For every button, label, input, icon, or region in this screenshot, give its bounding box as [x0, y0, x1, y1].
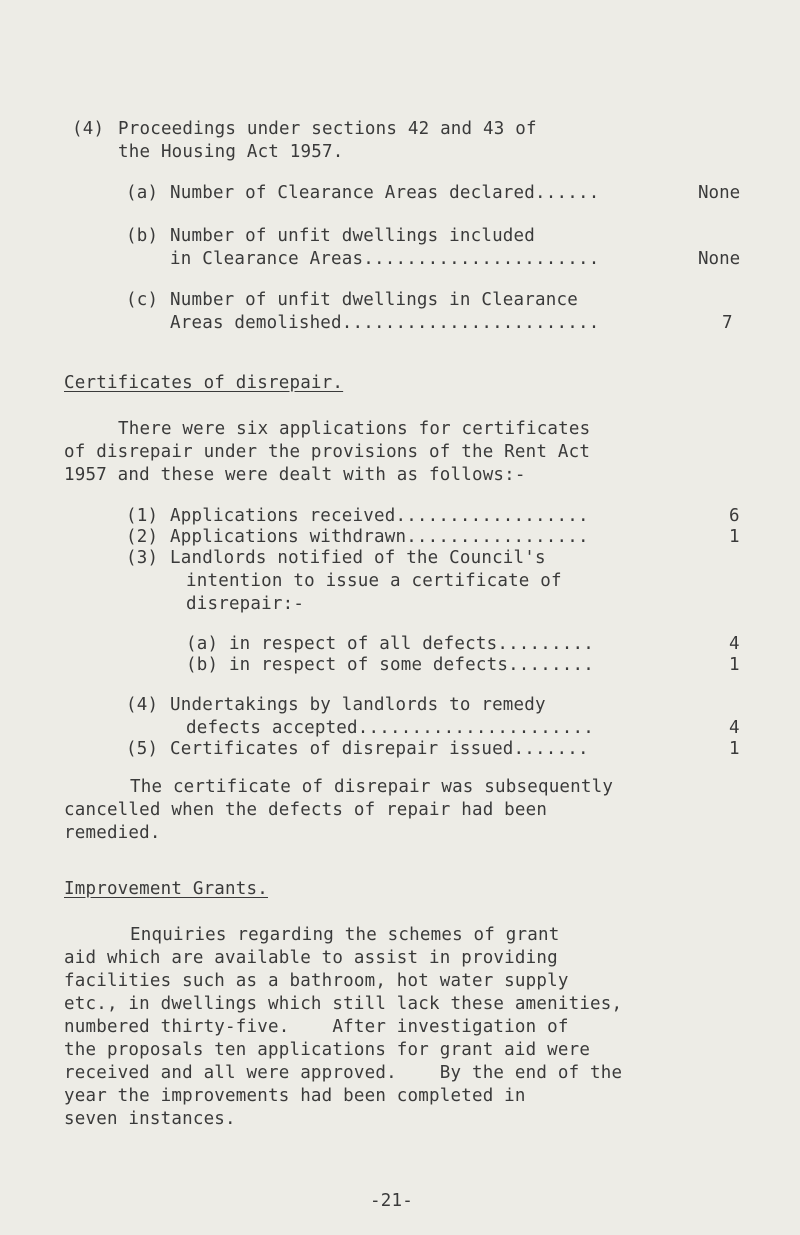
item-1-number: (1)	[126, 506, 159, 526]
item-c-value: 7	[722, 313, 733, 333]
item-c-text-line-1: Number of unfit dwellings in Clearance	[170, 290, 578, 310]
item-5-number: (5)	[126, 739, 159, 759]
certificates-intro-line-2: of disrepair under the provisions of the Rent Act	[64, 442, 591, 462]
certificates-closing-line-1: The certificate of disrepair was subsequently	[130, 777, 614, 797]
item-3a-value: 4	[729, 634, 740, 654]
item-2-text: Applications withdrawn.................	[170, 527, 589, 547]
item-2-value: 1	[729, 527, 740, 547]
grants-line-1: Enquiries regarding the schemes of grant	[130, 925, 560, 945]
grants-line-2: aid which are available to assist in providing	[64, 948, 558, 968]
item-c-number: (c)	[126, 290, 159, 310]
item-a-number: (a)	[126, 183, 159, 203]
certificates-closing-line-2: cancelled when the defects of repair had been	[64, 800, 548, 820]
item-a-text: Number of Clearance Areas declared......	[170, 183, 600, 203]
grants-heading: Improvement Grants.	[64, 879, 268, 899]
item-3-text-line-2: intention to issue a certificate of	[186, 571, 562, 591]
item-b-number: (b)	[126, 226, 159, 246]
item-4-text-line-2: defects accepted......................	[186, 718, 594, 738]
page-number: -21-	[370, 1191, 413, 1211]
item-3b-value: 1	[729, 655, 740, 675]
item-5-value: 1	[729, 739, 740, 759]
certificates-closing-line-3: remedied.	[64, 823, 161, 843]
item-b-text-line-2: in Clearance Areas......................	[170, 249, 600, 269]
grants-line-9: seven instances.	[64, 1109, 236, 1129]
item-3a-text: (a) in respect of all defects.........	[186, 634, 594, 654]
item-4-number: (4)	[126, 695, 159, 715]
section-number: (4)	[72, 119, 105, 139]
certificates-intro-line-1: There were six applications for certificates	[118, 419, 591, 439]
item-c-text-line-2: Areas demolished........................	[170, 313, 600, 333]
item-3b-text: (b) in respect of some defects........	[186, 655, 594, 675]
section-title-line-1: Proceedings under sections 42 and 43 of	[118, 119, 537, 139]
grants-line-4: etc., in dwellings which still lack these amenities,	[64, 994, 623, 1014]
section-title-line-2: the Housing Act 1957.	[118, 142, 344, 162]
certificates-heading: Certificates of disrepair.	[64, 373, 344, 393]
item-b-value: None	[698, 249, 741, 269]
item-3-text-line-3: disrepair:-	[186, 594, 305, 614]
grants-line-8: year the improvements had been completed in	[64, 1086, 526, 1106]
item-5-text: Certificates of disrepair issued.......	[170, 739, 589, 759]
item-1-text: Applications received..................	[170, 506, 589, 526]
grants-line-7: received and all were approved. By the end of the	[64, 1063, 623, 1083]
item-3-text-line-1: Landlords notified of the Council's	[170, 548, 546, 568]
item-b-text-line-1: Number of unfit dwellings included	[170, 226, 536, 246]
item-4-text-line-1: Undertakings by landlords to remedy	[170, 695, 546, 715]
grants-line-3: facilities such as a bathroom, hot water supply	[64, 971, 569, 991]
item-2-number: (2)	[126, 527, 159, 547]
item-1-value: 6	[729, 506, 740, 526]
item-4-value: 4	[729, 718, 740, 738]
item-a-value: None	[698, 183, 741, 203]
grants-line-6: the proposals ten applications for grant aid were	[64, 1040, 591, 1060]
item-3-number: (3)	[126, 548, 159, 568]
certificates-intro-line-3: 1957 and these were dealt with as follows:-	[64, 465, 526, 485]
grants-line-5: numbered thirty-five. After investigation of	[64, 1017, 569, 1037]
